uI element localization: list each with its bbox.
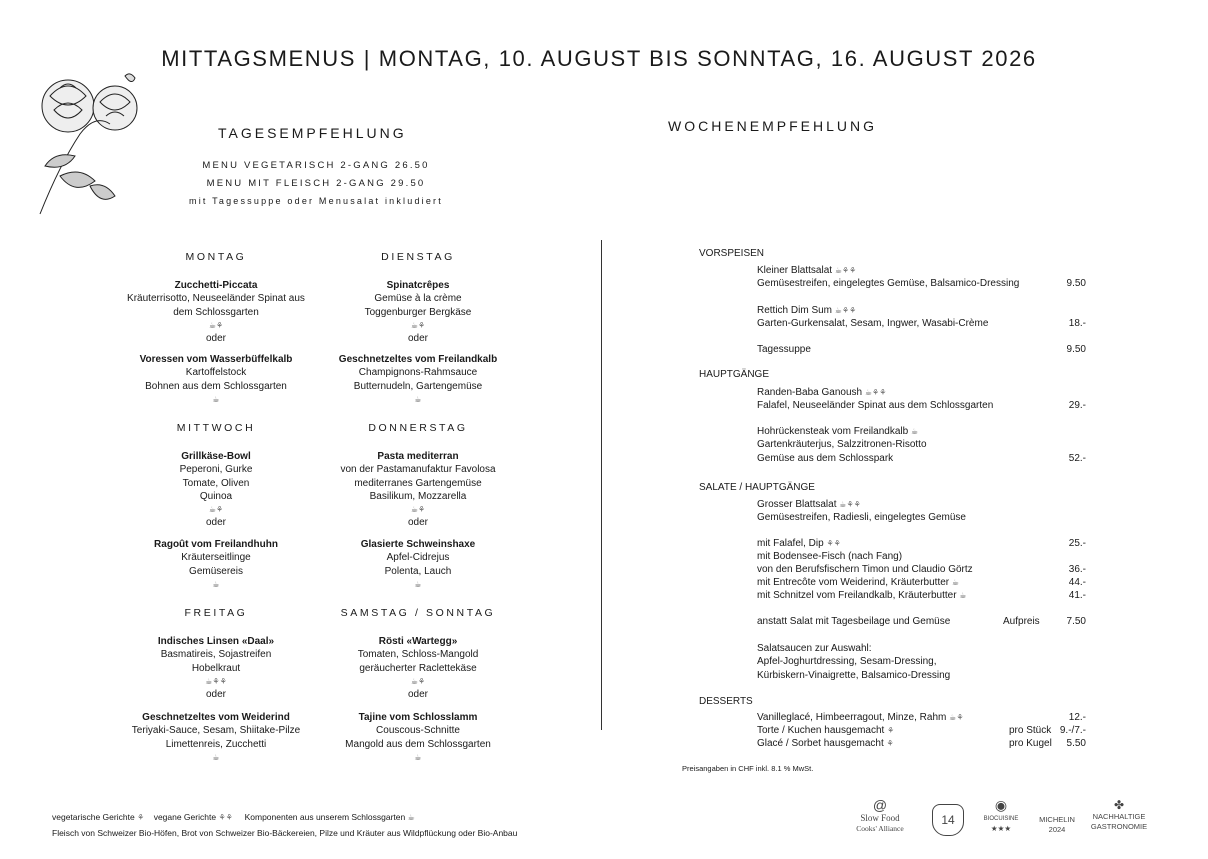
item-desc: Garten-Gurkensalat, Sesam, Ingwer, Wasabi-Crème (757, 318, 989, 329)
oder-label: oder (205, 333, 226, 345)
footer-origin: Fleisch von Schweizer Bio-Höfen, Brot von Schweizer Bio-Bäckereien, Pilze und Kräuter aus Wildpflückung oder Bio-Anbau (52, 828, 518, 838)
item-name (757, 737, 894, 750)
item-name (757, 498, 861, 511)
logo-text: GASTRONOMIE (1090, 822, 1148, 831)
sauce-line: Apfel-Joghurtdressing, Sesam-Dressing, (757, 656, 937, 667)
dish-title: Geschnetzeltes vom Freilandkalb (338, 354, 498, 365)
item-name-text: Torte / Kuchen hausgemacht (757, 725, 885, 736)
item-option-text: mit Falafel, Dip (757, 538, 824, 549)
dish-line: Limettenreis, Zucchetti (165, 738, 267, 750)
dish-line: Hobelkraut (191, 662, 241, 674)
dish-line: mediterranes Gartengemüse (354, 477, 482, 489)
dish-line: Quinoa (199, 490, 233, 502)
logo-text: 2024 (1048, 825, 1066, 834)
snail-icon: @ (872, 797, 888, 813)
item-name-text: Grosser Blattsalat (757, 499, 837, 510)
item-price: 5.50 (1066, 738, 1086, 749)
garden-icon: ☕ (414, 752, 422, 762)
logo-text: Cooks' Alliance (856, 824, 904, 833)
vegan-icon: ☕⚘⚘ (834, 306, 857, 315)
item-option: von den Berufsfischern Timon und Claudio Görtz (757, 564, 973, 575)
item-name (757, 711, 963, 724)
dish-title: Pasta mediterran (377, 451, 459, 462)
gault-millau-logo: 14 (932, 804, 964, 836)
item-name-text: Randen-Baba Ganoush (757, 387, 863, 398)
dish-monday-1 (106, 279, 326, 345)
section-salate: SALATE / HAUPTGÄNGE (699, 482, 815, 493)
item-name-text: Kleiner Blattsalat (757, 265, 833, 276)
dish-weekend-1 (308, 635, 528, 701)
day-heading-monday: MONTAG (185, 251, 247, 263)
day-heading-friday: FREITAG (184, 607, 248, 619)
dish-tuesday-1 (308, 279, 528, 345)
garden-icon: ☕ (212, 394, 220, 404)
dish-line: Butternudeln, Gartengemüse (353, 380, 483, 392)
vegan-icon: ⚘⚘ (218, 813, 233, 822)
dish-line: Gemüse à la crème (374, 293, 462, 305)
item-price: 7.50 (1066, 616, 1086, 627)
dish-friday-2 (106, 711, 326, 764)
dish-line: Kartoffelstock (185, 367, 247, 379)
dish-line: Tomaten, Schloss-Mangold (357, 649, 479, 661)
page-title: MITTAGSMENUS | MONTAG, 10. AUGUST BIS SONNTAG, 16. AUGUST 2026 (161, 46, 1037, 71)
dish-line: Kräuterrisotto, Neuseeländer Spinat aus (127, 293, 305, 305)
dish-line: Basmatireis, Sojastreifen (160, 649, 272, 661)
garden-icon: ☕ (212, 752, 220, 762)
dish-friday-1 (106, 635, 326, 701)
vegetarian-icon: ☕⚘ (208, 505, 224, 515)
dish-thursday-1 (308, 450, 528, 530)
slow-food-logo (840, 797, 920, 834)
oder-label: oder (407, 333, 428, 345)
item-name-text: Hohrückensteak vom Freilandkalb (757, 426, 909, 437)
dish-wednesday-1 (106, 450, 326, 530)
item-name (757, 304, 856, 317)
dish-line: Apfel-Cidrejus (386, 552, 450, 564)
unit-label: pro Kugel (1009, 738, 1052, 749)
vegetarian-icon: ⚘ (887, 726, 895, 735)
oder-label: oder (407, 689, 428, 701)
item-price: 41.- (1068, 590, 1086, 601)
vegan-icon: ☕⚘⚘ (839, 500, 861, 509)
item-option-text: mit Schnitzel vom Freilandkalb, Kräuterbutter (757, 590, 957, 601)
item-name (757, 264, 856, 277)
dish-title: Indisches Linsen «Daal» (157, 636, 275, 647)
dish-line: Champignons-Rahmsauce (358, 367, 478, 379)
day-heading-weekend: SAMSTAG / SONNTAG (340, 607, 496, 619)
aufpreis-label: Aufpreis (1003, 616, 1040, 627)
dish-line: Tomate, Oliven (182, 477, 250, 489)
item-desc: Falafel, Neuseeländer Spinat aus dem Schlossgarten (757, 400, 994, 411)
item-name-text: Glacé / Sorbet hausgemacht (757, 738, 884, 749)
garden-icon: ☕ (407, 813, 415, 822)
dish-line: Basilikum, Mozzarella (369, 490, 467, 502)
garden-icon: ☕ (959, 591, 967, 600)
menu-vegetarisch-line: MENU VEGETARISCH 2-GANG 26.50 (202, 160, 430, 171)
dish-line: Toggenburger Bergkäse (364, 306, 472, 318)
tagesempfehlung-heading: TAGESEMPFEHLUNG (218, 125, 407, 141)
vegan-icon: ☕⚘⚘ (864, 388, 887, 397)
item-name (757, 386, 886, 399)
item-price: 25.- (1068, 538, 1086, 549)
menu-fleisch-line: MENU MIT FLEISCH 2-GANG 29.50 (206, 178, 426, 189)
dish-title: Glasierte Schweinshaxe (360, 539, 476, 550)
footer-legend (52, 812, 415, 822)
item-price: 44.- (1068, 577, 1086, 588)
dish-line: von der Pastamanufaktur Favolosa (340, 464, 496, 476)
dish-title: Grillkäse-Bowl (181, 451, 251, 462)
logo-text: Slow Food (860, 813, 900, 823)
section-desserts: DESSERTS (699, 696, 753, 707)
dish-tuesday-2 (308, 353, 528, 406)
legend-vegan: vegane Gerichte (153, 812, 217, 822)
dish-line: Couscous-Schnitte (376, 725, 460, 737)
item-price: 36.- (1068, 564, 1086, 575)
item-price: 9.-/7.- (1059, 725, 1086, 736)
day-heading-tuesday: DIENSTAG (381, 251, 455, 263)
logo-text: MICHELIN (1039, 815, 1075, 824)
price-note: Preisangaben in CHF inkl. 8.1 % MwSt. (682, 764, 814, 773)
vegan-icon: ⚘⚘ (826, 539, 841, 548)
vegetarian-icon: ☕⚘ (410, 320, 426, 330)
dish-thursday-2 (308, 538, 528, 591)
dish-title: Voressen vom Wasserbüffelkalb (139, 354, 293, 365)
dish-line: Teriyaki-Sauce, Sesam, Shiitake-Pilze (131, 725, 301, 737)
dish-line: dem Schlossgarten (173, 306, 259, 318)
item-option (757, 589, 966, 602)
unit-label: pro Stück (1009, 725, 1052, 736)
bio-leaf-icon: ◉ (994, 797, 1008, 813)
vegetarian-icon: ☕⚘ (208, 320, 224, 330)
dish-title: Zucchetti-Piccata (174, 280, 258, 291)
dish-title: Ragoût vom Freilandhuhn (154, 539, 278, 550)
dish-wednesday-2 (106, 538, 326, 591)
clover-icon: ✤ (1113, 798, 1125, 812)
dish-monday-2 (106, 353, 326, 406)
item-price: 52.- (1068, 453, 1086, 464)
item-option (757, 576, 959, 589)
item-desc: Gartenkräuterjus, Salzzitronen-Risotto (757, 439, 927, 450)
bio-cuisine-logo (978, 797, 1024, 834)
legend-garden: Komponenten aus unserem Schlossgarten (244, 812, 406, 822)
vegetarian-icon: ☕⚘ (949, 713, 964, 722)
garden-icon: ☕ (212, 579, 220, 589)
vegan-icon: ☕⚘⚘ (205, 676, 227, 686)
vegetarian-icon: ⚘ (137, 813, 145, 822)
dish-line: Mangold aus dem Schlossgarten (345, 738, 491, 750)
item-option-text: mit Entrecôte vom Weiderind, Kräuterbutter (757, 577, 950, 588)
item-option (757, 537, 841, 550)
dish-title: Geschnetzeltes vom Weiderind (142, 712, 290, 723)
item-option: anstatt Salat mit Tagesbeilage und Gemüse (757, 616, 951, 627)
wochenempfehlung-heading: WOCHENEMPFEHLUNG (668, 118, 878, 134)
dish-line: Polenta, Lauch (384, 565, 452, 577)
sauce-line: Kürbiskern-Vinaigrette, Balsamico-Dressing (757, 670, 951, 681)
item-price: 9.50 (1066, 344, 1086, 355)
dish-line: Gemüsereis (189, 565, 243, 577)
logo-stars: ★★★ (990, 824, 1012, 833)
section-hauptgaenge: HAUPTGÄNGE (699, 369, 770, 380)
item-name (757, 724, 894, 737)
nachhaltige-gastronomie-logo (1086, 800, 1152, 832)
rose-illustration (20, 66, 145, 216)
day-heading-thursday: DONNERSTAG (368, 422, 468, 434)
dish-line: Peperoni, Gurke (179, 464, 253, 476)
item-price: 9.50 (1066, 278, 1086, 289)
vegetarian-icon: ☕⚘ (410, 505, 426, 515)
garden-icon: ☕ (951, 578, 960, 587)
item-price: 12.- (1068, 712, 1086, 723)
dish-line: Bohnen aus dem Schlossgarten (145, 380, 287, 392)
logo-text: NACHHALTIGE (1092, 812, 1146, 821)
legend-vegetarian: vegetarische Gerichte (52, 812, 135, 822)
dish-title: Tajine vom Schlosslamm (358, 712, 478, 723)
dish-weekend-2 (308, 711, 528, 764)
vegetarian-icon: ☕⚘ (410, 676, 426, 686)
day-heading-wednesday: MITTWOCH (176, 422, 256, 434)
item-name-text: Rettich Dim Sum (757, 305, 833, 316)
item-price: 18.- (1068, 318, 1086, 329)
logo-text: BIOCUISINE (983, 816, 1019, 822)
item-name (757, 425, 918, 438)
michelin-logo (1034, 815, 1080, 835)
garden-icon: ☕ (910, 427, 919, 436)
item-price: 29.- (1068, 400, 1086, 411)
oder-label: oder (205, 517, 226, 529)
vegan-icon: ☕⚘⚘ (834, 266, 857, 275)
item-name: Tagessuppe (757, 344, 811, 355)
dish-title: Spinatcrêpes (386, 280, 450, 291)
menu-inkludiert-line: mit Tagessuppe oder Menusalat inkludiert (189, 196, 443, 206)
vegetarian-icon: ⚘ (886, 739, 894, 748)
dish-line: geräucherter Raclettekäse (359, 662, 477, 674)
oder-label: oder (407, 517, 428, 529)
item-option: mit Bodensee-Fisch (nach Fang) (757, 551, 903, 562)
dish-line: Kräuterseitlinge (181, 552, 251, 564)
item-desc: Gemüse aus dem Schlosspark (757, 453, 894, 464)
section-vorspeisen: VORSPEISEN (699, 248, 765, 259)
item-desc: Gemüsestreifen, eingelegtes Gemüse, Balsamico-Dressing (757, 278, 1020, 289)
garden-icon: ☕ (414, 579, 422, 589)
oder-label: oder (205, 689, 226, 701)
item-name-text: Vanilleglacé, Himbeerragout, Minze, Rahm (757, 712, 947, 723)
garden-icon: ☕ (414, 394, 422, 404)
column-divider (601, 240, 602, 730)
sauce-heading: Salatsaucen zur Auswahl: (757, 643, 872, 654)
item-desc: Gemüsestreifen, Radiesli, eingelegtes Gemüse (757, 512, 966, 523)
dish-title: Rösti «Wartegg» (378, 636, 458, 647)
